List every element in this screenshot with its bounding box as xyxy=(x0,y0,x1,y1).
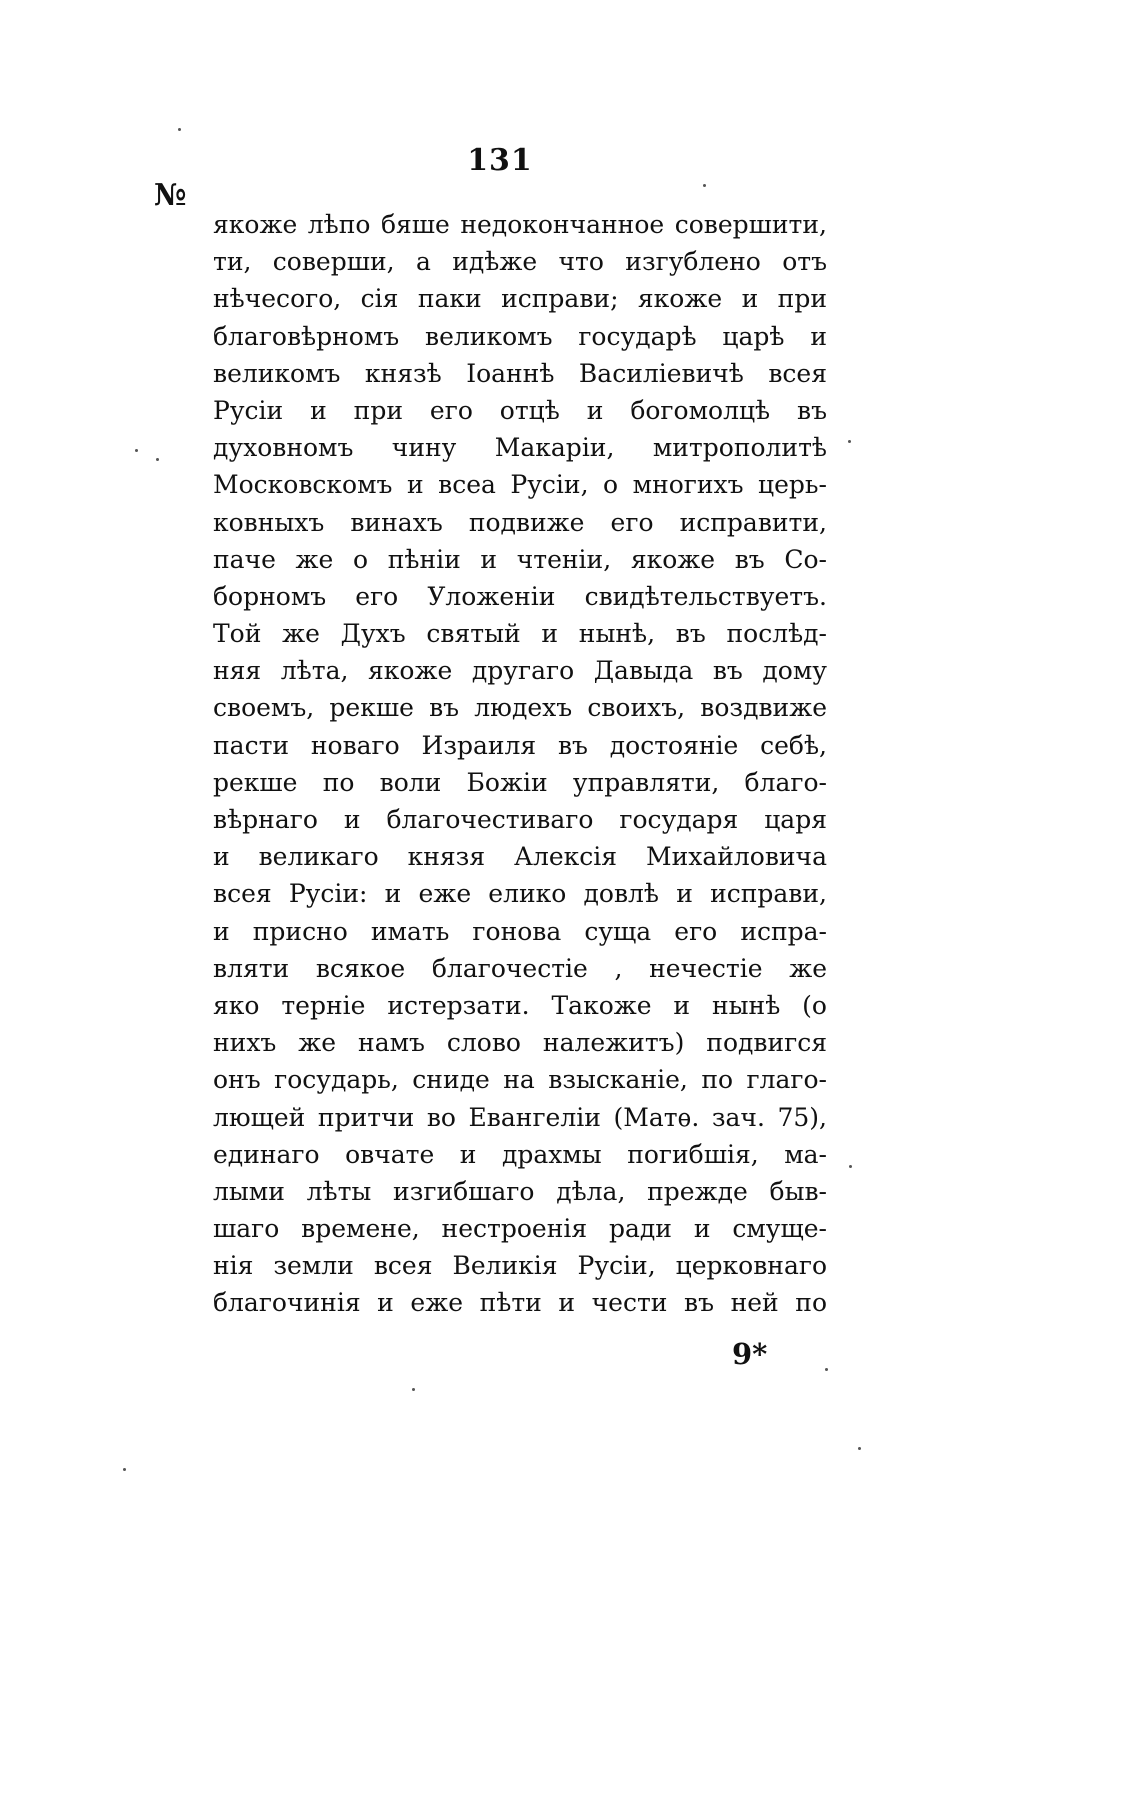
text-line-23: нихъ же намъ слово належитъ) подвигся xyxy=(213,1028,827,1058)
text-line-9: ковныхъ винахъ подвиже его исправити, xyxy=(213,507,827,537)
scan-speck xyxy=(858,1447,861,1450)
text-line-24: онъ государь, сниде на взысканіе, по глаго- xyxy=(213,1065,827,1095)
text-line-3: нѣчесого, сія паки исправи; якоже и при xyxy=(213,284,827,314)
text-line-14: своемъ, рекше въ людехъ своихъ, воздвиже xyxy=(213,693,827,723)
text-line-11: борномъ его Уложеніи свидѣтельствуетъ. xyxy=(213,581,827,611)
text-line-7: духовномъ чину Макаріи, митрополитѣ xyxy=(213,433,827,463)
text-line-2: ти, соверши, а идѣже что изгублено отъ xyxy=(213,247,827,277)
text-line-1: якоже лѣпо бяше недокончанное совершити, xyxy=(213,210,827,239)
scan-speck xyxy=(848,440,851,443)
text-line-19: всея Русіи: и еже елико довлѣ и исправи, xyxy=(213,879,827,909)
text-line-16: рекше по воли Божіи управляти, благо- xyxy=(213,767,827,797)
text-line-27: лыми лѣты изгибшаго дѣла, прежде быв- xyxy=(213,1176,827,1206)
text-line-13: няя лѣта, якоже другаго Давыда въ дому xyxy=(213,656,827,686)
text-line-29: нія земли всея Великія Русіи, церковнаго xyxy=(213,1251,827,1281)
section-mark: № xyxy=(154,178,187,213)
text-line-25: лющей притчи во Евангеліи (Матѳ. зач. 75), xyxy=(213,1102,827,1132)
text-line-21: вляти всякое благочестіе , нечестіе же xyxy=(213,953,827,983)
scan-speck xyxy=(123,1468,126,1471)
text-line-6: Русіи и при его отцѣ и богомолцѣ въ xyxy=(213,395,827,425)
text-line-18: и великаго князя Алексія Михайловича xyxy=(213,842,827,872)
scan-speck xyxy=(825,1368,828,1371)
text-line-22: яко терніе истерзати. Такоже и нынѣ (о xyxy=(213,990,827,1020)
text-line-28: шаго времене, нестроенія ради и смуще- xyxy=(213,1214,827,1244)
scan-speck xyxy=(412,1388,415,1391)
scan-speck xyxy=(135,449,138,452)
scan-speck xyxy=(849,1165,852,1168)
body-text xyxy=(213,206,827,1322)
text-line-8: Московскомъ и всеа Русіи, о многихъ церь- xyxy=(213,470,827,500)
text-line-17: вѣрнаго и благочестиваго государя царя xyxy=(213,805,827,834)
page-number: 131 xyxy=(467,143,533,178)
scan-speck xyxy=(178,128,181,131)
text-line-12: Той же Духъ святый и нынѣ, въ послѣд- xyxy=(213,619,827,649)
scan-speck xyxy=(156,458,159,461)
signature-mark: 9* xyxy=(732,1337,768,1371)
text-line-4: благовѣрномъ великомъ государѣ царѣ и xyxy=(213,321,827,351)
text-line-20: и присно имать гонова суща его испра- xyxy=(213,916,827,946)
scan-speck xyxy=(703,184,706,187)
text-line-5: великомъ князѣ Іоаннѣ Василіевичѣ всея xyxy=(213,358,827,388)
text-line-30: благочинія и еже пѣти и чести въ ней по xyxy=(213,1288,827,1318)
text-line-10: паче же о пѣніи и чтеніи, якоже въ Со- xyxy=(213,544,827,574)
text-line-15: пасти новаго Израиля въ достояніе себѣ, xyxy=(213,730,827,760)
text-line-26: единаго овчате и драхмы погибшія, ма- xyxy=(213,1139,827,1169)
